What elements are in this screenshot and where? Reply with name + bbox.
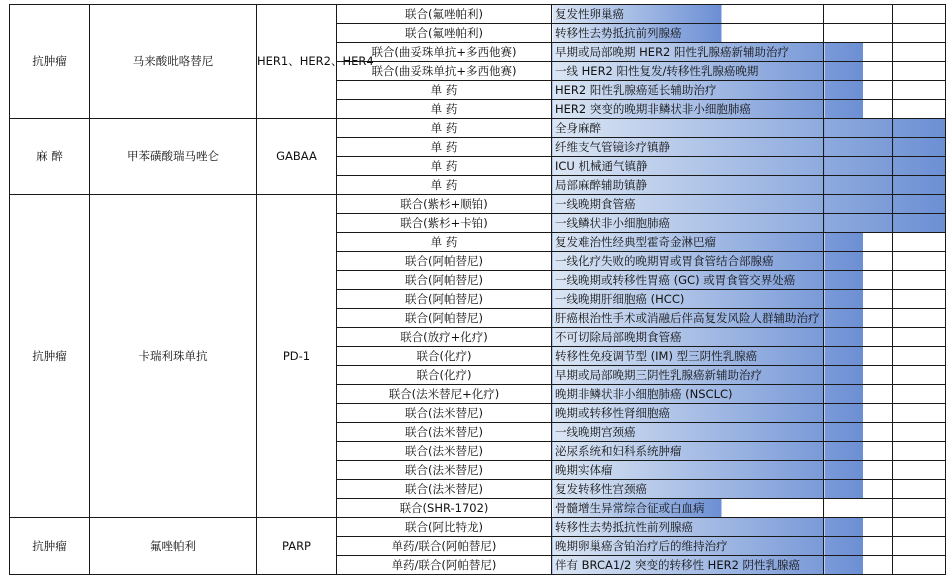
progress-cell bbox=[893, 176, 946, 195]
progress-cell bbox=[824, 271, 893, 290]
indication-text: 不可切除局部晚期食管癌 bbox=[555, 329, 682, 344]
table-row bbox=[10, 518, 946, 537]
progress-cell bbox=[824, 233, 893, 252]
indication-text: 肝癌根治性手术或消融后伴高复发风险人群辅助治疗 bbox=[555, 310, 820, 325]
mode-cell: 单 药 bbox=[337, 233, 552, 252]
indication-text: 转移性去势抵抗性前列腺癌 bbox=[555, 519, 693, 534]
indication-cell bbox=[552, 5, 824, 24]
indication-cell bbox=[552, 233, 824, 252]
mode-cell: 联合(法米替尼) bbox=[337, 480, 552, 499]
progress-cell bbox=[893, 119, 946, 138]
mode-cell: 联合(曲妥珠单抗+多西他赛) bbox=[337, 62, 552, 81]
indication-text: 转移性去势抵抗前列腺癌 bbox=[555, 25, 682, 40]
drug-cell: 马来酸吡咯替尼 bbox=[90, 5, 257, 119]
indication-cell bbox=[552, 347, 824, 366]
progress-cell bbox=[824, 24, 893, 43]
indication-text: 一线晚期宫颈癌 bbox=[555, 424, 636, 439]
mode-cell: 联合(氟唑帕利) bbox=[337, 5, 552, 24]
indication-text: 局部麻醉辅助镇静 bbox=[555, 177, 647, 192]
mode-cell: 联合(法米替尼) bbox=[337, 442, 552, 461]
category-cell: 抗肿瘤 bbox=[10, 5, 90, 119]
progress-cell bbox=[824, 81, 893, 100]
mode-cell: 联合(法米替尼) bbox=[337, 461, 552, 480]
progress-cell bbox=[824, 442, 893, 461]
indication-cell bbox=[552, 138, 824, 157]
progress-cell bbox=[824, 480, 893, 499]
progress-cell bbox=[893, 157, 946, 176]
mode-cell: 单 药 bbox=[337, 157, 552, 176]
indication-cell bbox=[552, 81, 824, 100]
progress-cell bbox=[824, 43, 893, 62]
progress-cell bbox=[893, 423, 946, 442]
indication-text: 早期或局部晚期 HER2 阳性乳腺癌新辅助治疗 bbox=[555, 44, 790, 59]
indication-text: 泌尿系统和妇科系统肿瘤 bbox=[555, 443, 682, 458]
progress-cell bbox=[824, 252, 893, 271]
table-row bbox=[10, 119, 946, 138]
mode-cell: 单 药 bbox=[337, 138, 552, 157]
indication-text: 一线化疗失败的晚期胃或胃食管结合部腺癌 bbox=[555, 253, 774, 268]
progress-cell bbox=[824, 404, 893, 423]
progress-cell bbox=[824, 328, 893, 347]
indication-cell bbox=[552, 461, 824, 480]
indication-text: 复发性卵巢癌 bbox=[555, 6, 624, 21]
category-cell: 抗肿瘤 bbox=[10, 195, 90, 518]
progress-cell bbox=[824, 119, 893, 138]
progress-cell bbox=[893, 366, 946, 385]
mode-cell: 联合(化疗) bbox=[337, 366, 552, 385]
target-cell: HER1、HER2、HER4 bbox=[257, 5, 337, 119]
mode-cell: 单 药 bbox=[337, 176, 552, 195]
progress-cell bbox=[824, 537, 893, 556]
indication-text: ICU 机械通气镇静 bbox=[555, 158, 648, 173]
progress-cell bbox=[893, 518, 946, 537]
indication-text: 一线晚期肝细胞癌 (HCC) bbox=[555, 291, 685, 306]
indication-cell bbox=[552, 518, 824, 537]
indication-text: 一线 HER2 阳性复发/转移性乳腺癌晚期 bbox=[555, 63, 759, 78]
progress-cell bbox=[824, 100, 893, 119]
indication-cell bbox=[552, 100, 824, 119]
mode-cell: 联合(紫杉+顺铂) bbox=[337, 195, 552, 214]
indication-text: 一线鳞状非小细胞肺癌 bbox=[555, 215, 670, 230]
indication-text: 纤维支气管镜诊疗镇静 bbox=[555, 139, 670, 154]
mode-cell: 联合(法米替尼+化疗) bbox=[337, 385, 552, 404]
pipeline-table bbox=[9, 4, 946, 575]
drug-cell: 甲苯磺酸瑞马唑仑 bbox=[90, 119, 257, 195]
progress-cell bbox=[824, 423, 893, 442]
indication-text: 晚期非鳞状非小细胞肺癌 (NSCLC) bbox=[555, 386, 733, 401]
indication-cell bbox=[552, 404, 824, 423]
progress-cell bbox=[893, 271, 946, 290]
progress-cell bbox=[824, 518, 893, 537]
progress-cell bbox=[893, 309, 946, 328]
mode-cell: 联合(法米替尼) bbox=[337, 423, 552, 442]
progress-cell bbox=[893, 252, 946, 271]
indication-text: 转移性免疫调节型 (IM) 型三阴性乳腺癌 bbox=[555, 348, 758, 363]
progress-cell bbox=[824, 347, 893, 366]
table-row bbox=[10, 195, 946, 214]
progress-cell bbox=[824, 176, 893, 195]
mode-cell: 联合(曲妥珠单抗+多西他赛) bbox=[337, 43, 552, 62]
indication-cell bbox=[552, 556, 824, 575]
mode-cell: 联合(阿帕替尼) bbox=[337, 290, 552, 309]
indication-text: 晚期或转移性肾细胞癌 bbox=[555, 405, 670, 420]
indication-cell bbox=[552, 176, 824, 195]
mode-cell: 联合(阿帕替尼) bbox=[337, 309, 552, 328]
indication-text: 伴有 BRCA1/2 突变的转移性 HER2 阴性乳腺癌 bbox=[555, 557, 801, 572]
indication-cell bbox=[552, 271, 824, 290]
indication-text: 复发难治性经典型霍奇金淋巴瘤 bbox=[555, 234, 716, 249]
progress-cell bbox=[893, 43, 946, 62]
category-cell: 抗肿瘤 bbox=[10, 518, 90, 575]
indication-text: HER2 阳性乳腺癌延长辅助治疗 bbox=[555, 82, 717, 97]
mode-cell: 联合(阿帕替尼) bbox=[337, 252, 552, 271]
target-cell: PD-1 bbox=[257, 195, 337, 518]
progress-cell bbox=[893, 480, 946, 499]
mode-cell: 联合(阿比特龙) bbox=[337, 518, 552, 537]
progress-cell bbox=[893, 100, 946, 119]
indication-cell bbox=[552, 43, 824, 62]
indication-text: 一线晚期食管癌 bbox=[555, 196, 636, 211]
indication-cell bbox=[552, 480, 824, 499]
progress-cell bbox=[824, 138, 893, 157]
progress-cell bbox=[824, 309, 893, 328]
progress-cell bbox=[893, 214, 946, 233]
progress-cell bbox=[893, 556, 946, 575]
mode-cell: 联合(放疗+化疗) bbox=[337, 328, 552, 347]
progress-cell bbox=[893, 24, 946, 43]
mode-cell: 联合(法米替尼) bbox=[337, 404, 552, 423]
indication-cell bbox=[552, 423, 824, 442]
indication-text: 复发转移性宫颈癌 bbox=[555, 481, 647, 496]
progress-cell bbox=[824, 62, 893, 81]
progress-cell bbox=[893, 404, 946, 423]
progress-cell bbox=[893, 461, 946, 480]
progress-cell bbox=[824, 461, 893, 480]
indication-text: 骨髓增生异常综合征或白血病 bbox=[555, 500, 705, 515]
drug-cell: 氟唑帕利 bbox=[90, 518, 257, 575]
progress-cell bbox=[893, 499, 946, 518]
progress-cell bbox=[824, 385, 893, 404]
progress-cell bbox=[893, 138, 946, 157]
progress-cell bbox=[893, 290, 946, 309]
indication-cell bbox=[552, 119, 824, 138]
target-cell: GABAA bbox=[257, 119, 337, 195]
target-cell: PARP bbox=[257, 518, 337, 575]
indication-cell bbox=[552, 24, 824, 43]
mode-cell: 单 药 bbox=[337, 100, 552, 119]
indication-cell bbox=[552, 290, 824, 309]
mode-cell: 联合(阿帕替尼) bbox=[337, 271, 552, 290]
progress-cell bbox=[893, 233, 946, 252]
progress-cell bbox=[824, 195, 893, 214]
indication-cell bbox=[552, 252, 824, 271]
progress-cell bbox=[893, 385, 946, 404]
indication-text: HER2 突变的晚期非鳞状非小细胞肺癌 bbox=[555, 101, 751, 116]
indication-cell bbox=[552, 366, 824, 385]
mode-cell: 联合(SHR-1702) bbox=[337, 499, 552, 518]
indication-text: 全身麻醉 bbox=[555, 120, 601, 135]
progress-cell bbox=[893, 195, 946, 214]
indication-cell bbox=[552, 195, 824, 214]
indication-cell bbox=[552, 537, 824, 556]
indication-text: 一线晚期或转移性胃癌 (GC) 或胃食管交界处癌 bbox=[555, 272, 796, 287]
progress-cell bbox=[893, 81, 946, 100]
progress-cell bbox=[824, 290, 893, 309]
mode-cell: 联合(紫杉+卡铂) bbox=[337, 214, 552, 233]
indication-cell bbox=[552, 499, 824, 518]
indication-cell bbox=[552, 442, 824, 461]
progress-cell bbox=[824, 214, 893, 233]
indication-text: 早期或局部晚期三阴性乳腺癌新辅助治疗 bbox=[555, 367, 762, 382]
indication-cell bbox=[552, 62, 824, 81]
progress-cell bbox=[893, 5, 946, 24]
mode-cell: 联合(化疗) bbox=[337, 347, 552, 366]
progress-cell bbox=[893, 537, 946, 556]
mode-cell: 单药/联合(阿帕替尼) bbox=[337, 537, 552, 556]
progress-cell bbox=[824, 157, 893, 176]
progress-cell bbox=[824, 556, 893, 575]
progress-cell bbox=[824, 5, 893, 24]
progress-cell bbox=[824, 499, 893, 518]
mode-cell: 单 药 bbox=[337, 81, 552, 100]
progress-cell bbox=[893, 328, 946, 347]
indication-text: 晚期实体瘤 bbox=[555, 462, 613, 477]
progress-cell bbox=[893, 442, 946, 461]
indication-cell bbox=[552, 309, 824, 328]
drug-cell: 卡瑞利珠单抗 bbox=[90, 195, 257, 518]
indication-cell bbox=[552, 157, 824, 176]
indication-text: 晚期卵巢癌含铂治疗后的维持治疗 bbox=[555, 538, 728, 553]
mode-cell: 联合(氟唑帕利) bbox=[337, 24, 552, 43]
mode-cell: 单药/联合(阿帕替尼) bbox=[337, 556, 552, 575]
indication-cell bbox=[552, 328, 824, 347]
table-row bbox=[10, 5, 946, 24]
indication-cell bbox=[552, 385, 824, 404]
mode-cell: 单 药 bbox=[337, 119, 552, 138]
category-cell: 麻 醉 bbox=[10, 119, 90, 195]
progress-cell bbox=[893, 347, 946, 366]
indication-cell bbox=[552, 214, 824, 233]
progress-cell bbox=[824, 366, 893, 385]
progress-cell bbox=[893, 62, 946, 81]
